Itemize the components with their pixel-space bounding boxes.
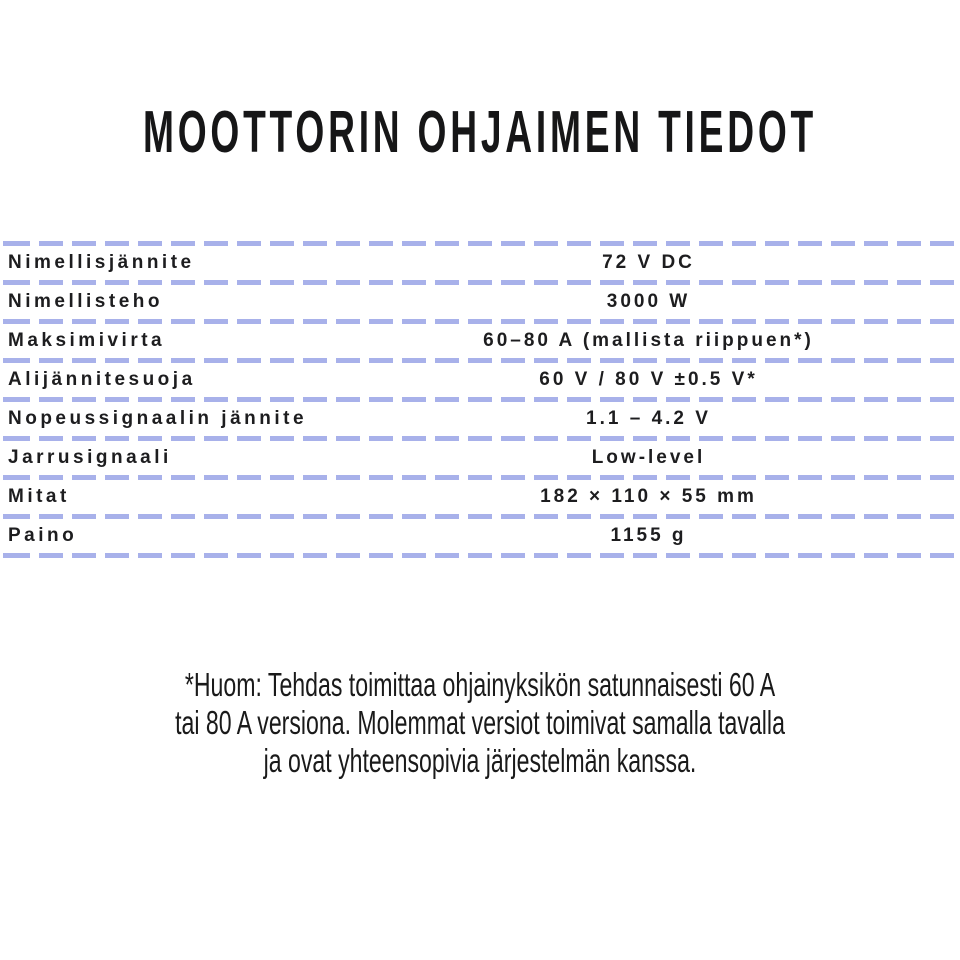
spec-table xyxy=(0,241,960,558)
spec-value-maksimivirta: 60–80 A (mallista riippuen*) xyxy=(483,330,814,351)
table-row xyxy=(0,480,960,514)
footnote xyxy=(0,666,960,780)
page-title: MOOTTORIN OHJAIMEN TIEDOT xyxy=(142,99,818,165)
spec-label-nimellisjannite: Nimellisjännite xyxy=(8,252,195,273)
footnote-line-1: *Huom: Tehdas toimittaa ohjainyksikön satunnaisesti 60 A xyxy=(184,666,776,703)
spec-value-alijannitesuoja: 60 V / 80 V ±0.5 V* xyxy=(539,369,758,390)
spec-label-nopeussignaalin-jannite: Nopeussignaalin jännite xyxy=(8,408,308,429)
spec-label-paino: Paino xyxy=(8,525,78,546)
title-block xyxy=(0,0,960,165)
spec-value-nimellisjannite: 72 V DC xyxy=(602,252,695,273)
spec-value-nimellisteho: 3000 W xyxy=(606,291,691,312)
spec-label-nimellisteho: Nimellisteho xyxy=(8,291,163,312)
dashed-divider xyxy=(0,553,960,558)
table-row xyxy=(0,402,960,436)
table-row xyxy=(0,441,960,475)
table-row xyxy=(0,285,960,319)
footnote-text xyxy=(0,666,960,780)
table-row xyxy=(0,519,960,553)
table-row xyxy=(0,363,960,397)
spec-value-jarrusignaali: Low-level xyxy=(591,447,706,468)
footnote-line-2: tai 80 A versiona. Molemmat versiot toimivat samalla tavalla xyxy=(175,704,785,741)
spec-value-nopeussignaalin-jannite: 1.1 – 4.2 V xyxy=(586,408,711,429)
footnote-line-3: ja ovat yhteensopivia järjestelmän kanssa. xyxy=(263,742,697,779)
spec-value-mitat: 182 × 110 × 55 mm xyxy=(540,486,757,507)
spec-label-mitat: Mitat xyxy=(8,486,70,507)
table-row xyxy=(0,246,960,280)
spec-value-paino: 1155 g xyxy=(610,525,687,546)
spec-label-maksimivirta: Maksimivirta xyxy=(8,330,166,351)
table-row xyxy=(0,324,960,358)
spec-label-jarrusignaali: Jarrusignaali xyxy=(8,447,172,468)
spec-label-alijannitesuoja: Alijännitesuoja xyxy=(8,369,196,390)
